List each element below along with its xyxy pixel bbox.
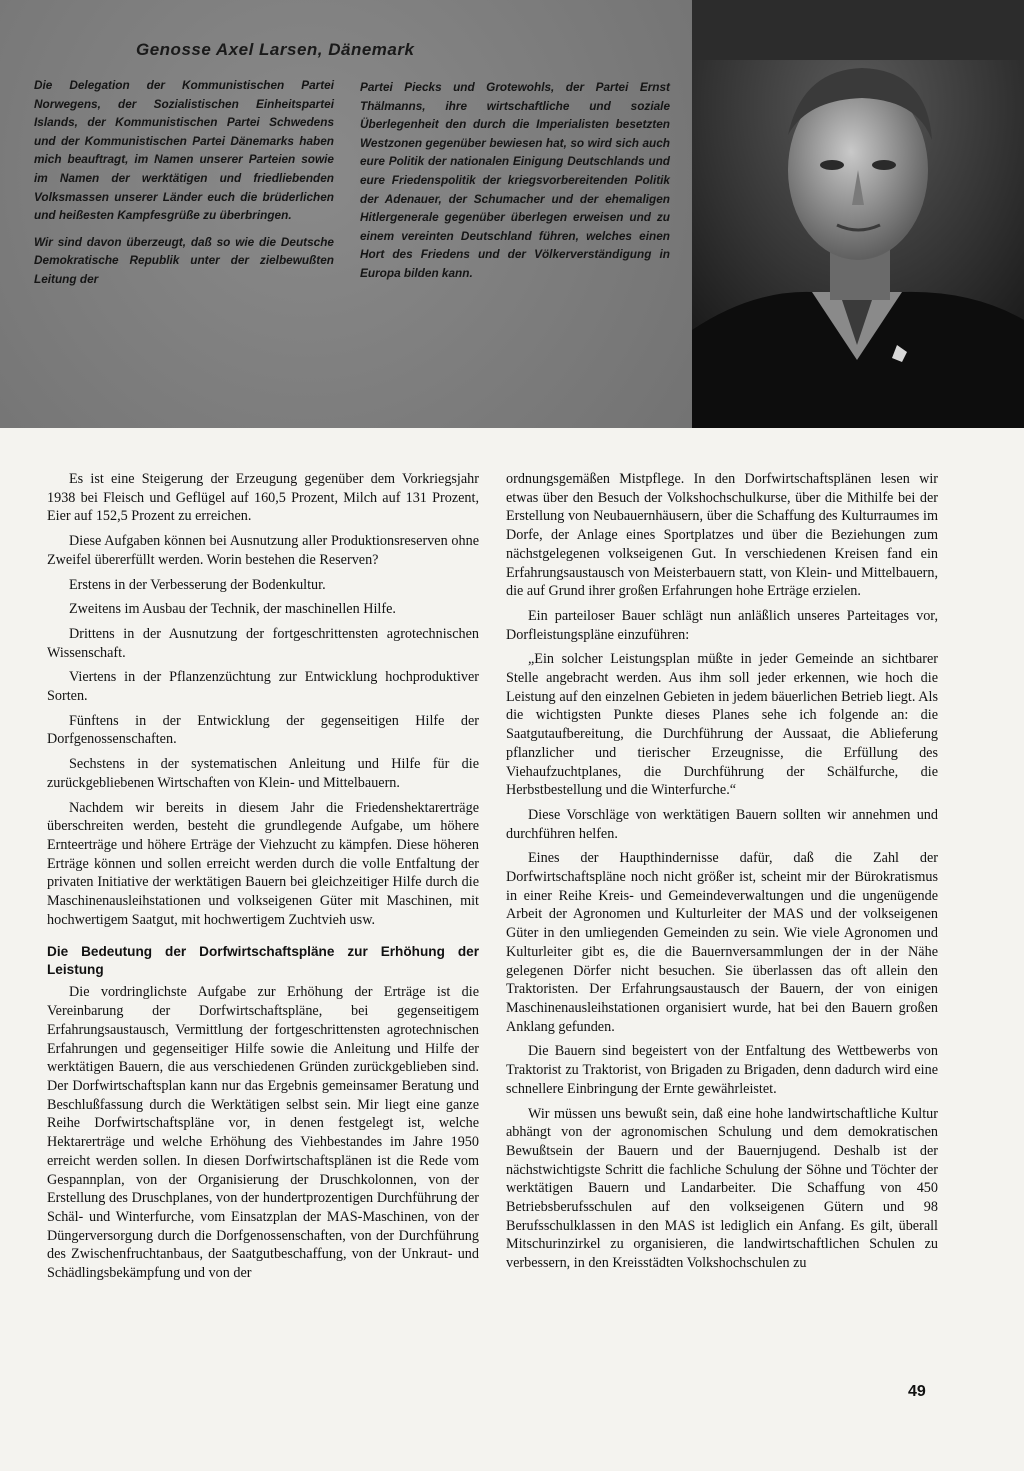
banner-paragraph: Die Delegation der Kommunistischen Partei Norwegens, der Sozialistischen Einheitspartei Islands, der Kommunistischen Partei Schwedens und der Kommunistischen Partei Dänemarks haben mich beauftragt, im Namen unserer Parteien sowie im Namen der werktätigen und friedliebenden Volksmassen unserer Länder euch die brüderlichen und heißesten Kampfesgrüße zu überbringen.: [34, 78, 334, 223]
banner-text-column-1: [34, 76, 334, 297]
banner-title: Genosse Axel Larsen, Dänemark: [136, 40, 415, 59]
paragraph: Wir müssen uns bewußt sein, daß eine hohe landwirtschaftliche Kultur abhängt von der agronomischen Schulung und dem demokratischen Bewußtsein der Bauern und der Bauernjugend. Deshalb ist der nächstwichtigste Schritt die fachliche Schulung der Söhne und Töchter der werktätigen Bauern und Landarbeiter. Die Schaffung von 450 Betriebsberufsschulen auf den volkseigenen Gütern und 98 Berufsschulklassen in den MAS ist lediglich ein Anfang. Es gilt, überall Mitschurinzirkel zu organisieren, die landwirtschaftlichen Schulen zu verbessern, in den Kreisstädten Volkshochschulen zu: [506, 1105, 938, 1272]
portrait-image: [692, 0, 1024, 428]
text-column-right: [506, 470, 938, 1279]
paragraph: Die vordringlichste Aufgabe zur Erhöhung der Erträge ist die Vereinbarung der Dorfwirtschaftspläne, bei gegenseitigem Erfahrungsaustausch, Vermittlung der fortgeschrittensten agrotechnischen Erfahrungen und gegenseitiger Hilfe sowie die Anleitung und Hilfe der werktätigen Bauern, die aus verschiedenen Gründen zurückgeblieben sind. Der Dorfwirtschaftsplan kann nur das Ergebnis gemeinsamer Beratung und Beschlußfassung durch die Werktätigen selbst sein. Mir liegt eine ganze Reihe Dorfwirtschaftspläne vor, in denen festgelegt ist, welche Hektarerträge und welche Erhöhung des Viehbestandes im Jahre 1950 erreicht werden sollen. In diesen Dorfwirtschaftsplänen ist die Rede vom Gespannplan, von der Organisierung der Druschkolonnen, von der Erstellung des Druschplanes, von der hundertprozentigen Durchführung der Schäl- und Winterfurche, vom Einsatzplan der MAS-Maschinen, von der Düngerversorgung durch die Dorfgenossenschaften, von der Durchführung des Zwischenfruchtanbaus, der Saatgutbeschaffung, von der Unkraut- und Schädlingsbekämpfung und von der: [47, 984, 479, 1282]
paragraph: Diese Vorschläge von werktätigen Bauern sollten wir annehmen und durchführen helfen.: [506, 806, 938, 842]
paragraph: Drittens in der Ausnutzung der fortgeschrittensten agrotechnischen Wissenschaft.: [47, 625, 479, 661]
paragraph: Die Bauern sind begeistert von der Entfaltung des Wettbewerbs von Traktorist zu Traktorist, von Brigaden zu Brigaden, denn dadurch wird eine schnellere Einbringung der Ernte gewährleistet.: [506, 1043, 938, 1097]
text-column-left: [47, 470, 479, 1289]
article-body: [47, 470, 940, 1370]
paragraph: Es ist eine Steigerung der Erzeugung gegenüber dem Vorkriegsjahr 1938 bei Fleisch und Geflügel auf 160,5 Prozent, Milch auf 131 Prozent, Eier auf 152,5 Prozent zu erreichen.: [47, 471, 479, 525]
portrait-photo: [692, 0, 1024, 428]
paragraph: ordnungsgemäßen Mistpflege. In den Dorfwirtschaftsplänen lesen wir etwas über den Besuch der Volkshochschulkurse, über die Mithilfe bei der Erstellung von Neubauernhäusern, über die Schaffung des Kulturraumes im Dorfe, der Anlage eines Sportplatzes und über die Beziehungen zum nächstgelegenen volkseigenen Gut. In verschiedenen Kreisen fand ein Erfahrungsaustausch von Meisterbauern statt, von Klein- und Mittelbauern, die auf Grund ihrer großen Erfahrungen hohe Erträge erzielen.: [506, 471, 938, 600]
paragraph: Sechstens in der systematischen Anleitung und Hilfe für die zurückgebliebenen Wirtschaften von Klein- und Mittelbauern.: [47, 756, 479, 791]
section-heading: Die Bedeutung der Dorfwirtschaftspläne zur Erhöhung der Leistung: [47, 944, 479, 978]
page-number: 49: [908, 1383, 926, 1400]
banner-paragraph: Partei Piecks und Grotewohls, der Partei Ernst Thälmanns, ihre wirtschaftliche und soziale Überlegenheit den durch die Imperialisten besetzten Westzonen gegenüber bewiesen hat, so wird sich auch eure Politik der nationalen Einigung Deutschlands und eure Friedenspolitik der kriegsvorbereitenden Politik der Adenauer, der Schumacher und der ehemaligen Hitlergenerale gegenüber überlegen erweisen und zu einem vereinten Deutschland führen, welches einen Hort des Friedens und der Völkerverständigung in Europa bilden kann.: [360, 80, 670, 280]
paragraph: Viertens in der Pflanzenzüchtung zur Entwicklung hochproduktiver Sorten.: [47, 669, 479, 705]
banner-text-column-2: [360, 78, 670, 291]
paragraph: Nachdem wir bereits in diesem Jahr die Friedenshektarerträge überschreiten werden, besteht die grundlegende Aufgabe, um höhere Ernteerträge und höhere Erträge der Viehzucht zu kämpfen. Diese höheren Erträge können und sollen erreicht werden durch die volle Entfaltung der privaten Initiative der werktätigen Bauern bei gleichzeitiger Hilfe durch die Maschinenausleihstationen und volkseigenen Güter mit Maschinen, mit hochwertigem Saatgut, mit hochwertigem Zuchtvieh usw.: [47, 799, 479, 928]
paragraph: Ein parteiloser Bauer schlägt nun anläßlich unseres Parteitages vor, Dorfleistungspläne einzuführen:: [506, 607, 938, 643]
quote-paragraph: „Ein solcher Leistungsplan müßte in jeder Gemeinde an sichtbarer Stelle angebracht werden. Aus ihm soll jeder erkennen, wie hoch die Leistung auf den einzelnen Gebieten in jedem bäuerlichen Betrieb liegt. Als die wichtigsten Punkte dieses Planes sehe ich folgende an: die Saatgutaufbereitung, die Durchführung der Aussaat, die Ablieferung pflanzlicher und tierischer Erzeugnisse, die Erfüllung des Viehaufzuchtplanes, die Durchführung der Schälfurche, die Herbstbestellung und die Winterfurche.“: [506, 651, 938, 799]
banner-paragraph: Wir sind davon überzeugt, daß so wie die Deutsche Demokratische Republik unter der zielbewußten Leitung der: [34, 234, 334, 286]
paragraph: Erstens in der Verbesserung der Bodenkultur.: [69, 576, 326, 593]
paragraph: Eines der Haupthindernisse dafür, daß die Zahl der Dorfwirtschaftspläne noch nicht größer ist, scheint mir der Bürokratismus in einer Reihe Kreis- und Gemeindeverwaltungen und die ungenügende Arbeit der Agronomen und Kulturleiter der MAS und der volkseigenen Güter in den umliegenden Gemeinden zu sein. Wie viele Agronomen und Kulturleiter gibt es, die die Bauernversammlungen der in der Nähe gelegenen Dörfer nicht besuchen. Sie überlassen das oft allein den Traktoristen. Der Erfahrungsaustausch der Bauern, der von einigen Maschinenausleihstationen organisiert wurde, hat bei den Bauern großen Anklang gefunden.: [506, 850, 938, 1035]
paragraph: Zweitens im Ausbau der Technik, der maschinellen Hilfe.: [69, 601, 396, 618]
paragraph: Fünftens in der Entwicklung der gegenseitigen Hilfe der Dorfgenossenschaften.: [47, 712, 479, 748]
paragraph: Diese Aufgaben können bei Ausnutzung aller Produktionsreserven ohne Zweifel übererfüllt werden. Worin bestehen die Reserven?: [47, 533, 479, 568]
header-banner: [0, 0, 1024, 428]
